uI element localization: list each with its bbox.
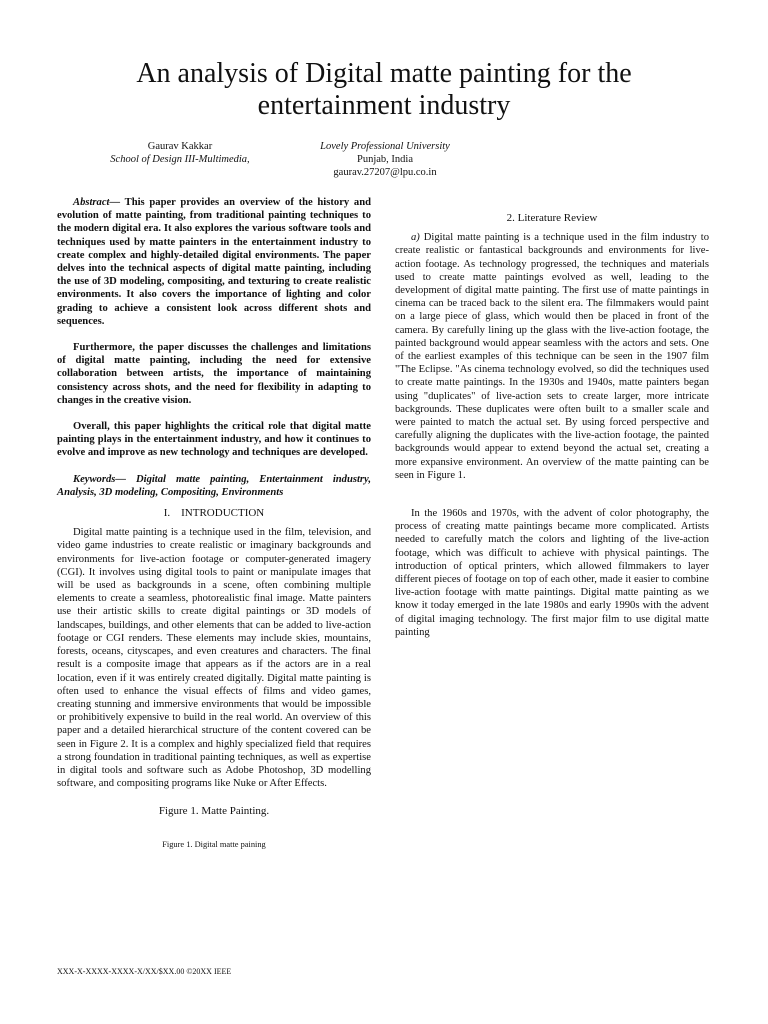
author-name: Gaurav Kakkar [147, 141, 213, 152]
keywords-text: Digital matte painting, Entertainment industry, Analysis, 3D modeling, Compositing, Environments [57, 473, 371, 498]
introduction-paragraph: Digital matte painting is a technique used in the film, television, and video game industries to create realistic or imaginary backgrounds and environments for live-action footage or computer-generated imagery (CGI). It involves using digital tools to paint or manipulate images that will be used as backgrounds in a scene, often combining multiple elements to create a seamless, photorealistic final image. Matte painters use their artistic skills to create digital paintings or 3D models of landscapes, buildings, and other elements that can be added to live-action footage or CGI renders. These elements may include skies, mountains, forests, oceans, cityscapes, and even creatures and characters. The final result is a composite image that appears as if the actors are in a real location, even if it was entirely created digitally. Digital matte painting is often used to enhance the visual effects of films and video games, creating stunning and immersive environments that would be impossible or prohibitively expensive to build in the real world. An overview of this paper and a detailed hierarchical structure of the content covered can be seen in Figure 2. It is a complex and highly specialized field that requires a strong foundation in traditional painting techniques, as well as expertise in digital tools and software such as Adobe Photoshop, 3D modelling software, and compositing programs like Nuke or After Effects. [57, 527, 371, 790]
abstract-paragraph-2: Furthermore, the paper discusses the challenges and limitations of digital matte painting, including the need for extensive collaboration between artists, the importance of maintaining consistency across shots, and the need for flexibility in adapting to changes in the creative vision. [57, 342, 371, 406]
section-heading-introduction: I. INTRODUCTION [163, 507, 265, 520]
literature-paragraph-1 [395, 231, 709, 482]
list-marker: a) [411, 232, 420, 244]
copyright-footer: XXX-X-XXXX-XXXX-X/XX/$XX.00 ©20XX IEEE [57, 967, 232, 976]
figure-caption: Figure 1. Matte Painting. [158, 805, 270, 818]
author-email: gaurav.27207@lpu.co.in [333, 167, 437, 178]
abstract-paragraph-1 [57, 196, 371, 328]
author-affiliation: School of Design III-Multimedia, [110, 154, 250, 165]
abstract-paragraph-3: Overall, this paper highlights the critical role that digital matte painting plays in the entertainment industry, and how it continues to evolve and improve as new technology and techniques are developed. [57, 421, 371, 459]
author-location: Punjab, India [357, 154, 413, 165]
abstract-text-1: This paper provides an overview of the history and evolution of matte painting, from traditional painting techniques to the modern digital era. It also explores the various software tools and techniques used by matte painters in the entertainment industry to create complex and highly-detailed digital environments. The paper delves into the technical aspects of digital matte painting, including the use of 3D modeling, compositing, and texturing to create realistic environments. It also covers the importance of lighting and color grading to achieve a consistent look across different shots and sequences. [57, 197, 371, 327]
keywords [57, 473, 371, 499]
literature-text-1: Digital matte painting is a technique used in the film industry to create realistic or fantastical backgrounds and environments for live-action footage. As technology progressed, the techniques and materials used to create matte paintings evolved as well, leading to the development of digital matte painting. The first use of matte paintings in cinema can be traced back to the silent era. The filmmakers would paint on a large piece of glass, which would then be placed in front of the camera. By carefully lining up the glass with the live-action footage, the painted background would appear seamless with the actors and sets. One of the earliest examples of this technique can be seen in the 1907 film "The Eclipse. "As cinema technology evolved, so did the techniques used to create matte paintings. In the 1930s and 1940s, matte painters began using "duplicates" of live-action sets to create larger, more intricate backgrounds. These duplicates were often built to a smaller scale and were painted to match the actual set. By using forced perspective and carefully aligning the duplicates with the live-action footage, the painted backgrounds would appear to extend beyond the actual set, creating a more expansive environment. An overview of the matte painting can be seen in Figure 1. [395, 232, 709, 481]
paper-title: An analysis of Digital matte painting for the entertainment industry [136, 58, 632, 121]
author-block-2 [270, 140, 500, 179]
abstract [57, 196, 371, 460]
author-institution: Lovely Professional University [320, 141, 450, 152]
keywords-label: Keywords— [73, 473, 126, 485]
figure-caption-small: Figure 1. Digital matte paining [162, 839, 266, 849]
literature-paragraph-2: In the 1960s and 1970s, with the advent of color photography, the process of creating matte paintings became more complicated. Artists needed to carefully match the colors and lighting of the live-action footage, which was difficult to achieve with physical paintings. The introduction of optical printers, which allowed filmmakers to layer different pieces of footage on top of each other, made it easier to combine live-action footage with matte paintings. Digital matte painting as we know it today emerged in the late 1980s and early 1990s with the advent of digital imaging technology. The first major film to use digital matte painting [395, 508, 709, 638]
author-block-1 [60, 140, 300, 166]
left-column [57, 196, 371, 851]
abstract-label: Abstract— [73, 197, 121, 208]
right-column [395, 212, 709, 639]
section-heading-literature-review: 2. Literature Review [506, 212, 598, 224]
